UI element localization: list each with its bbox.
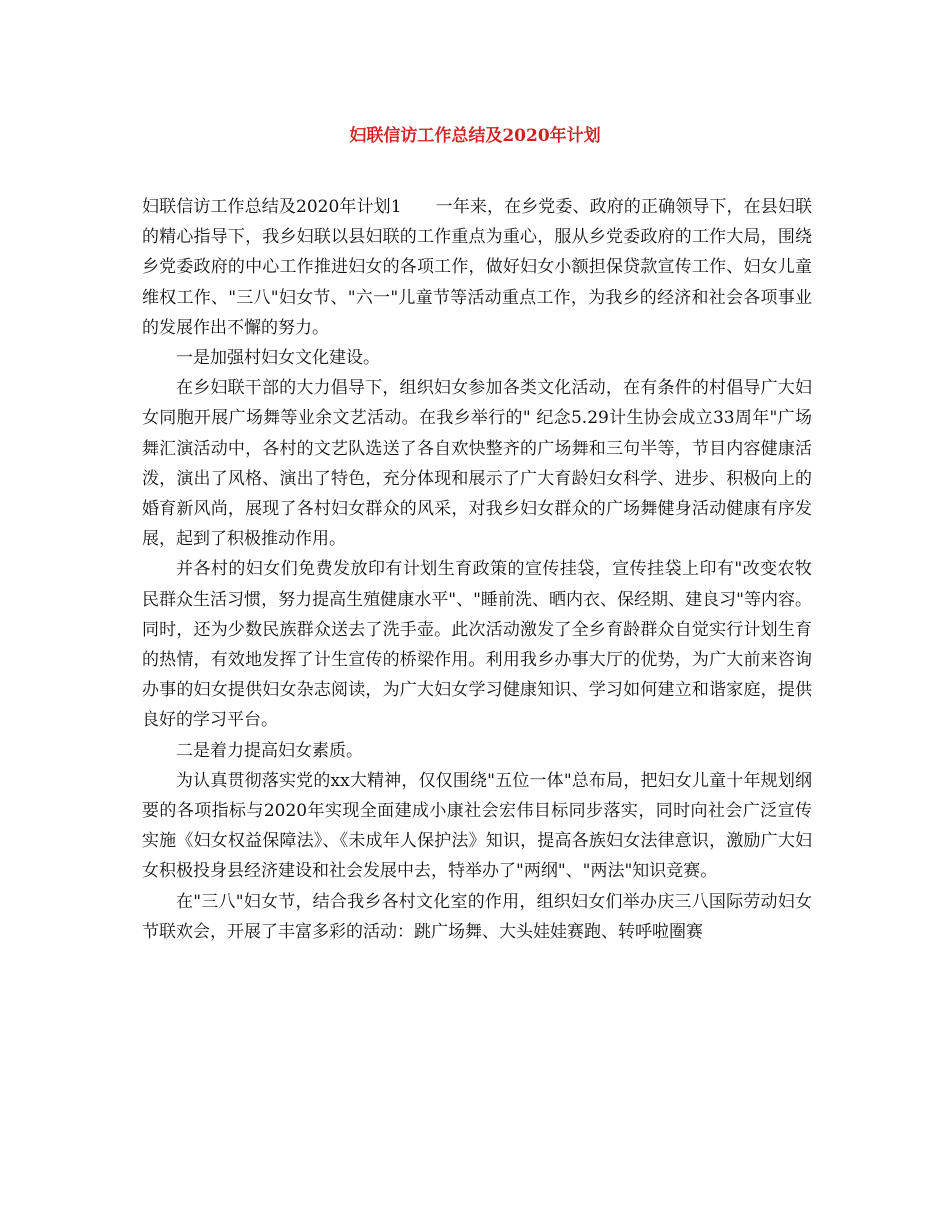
lead-section-title: 妇联信访工作总结及2020年计划1: [142, 197, 402, 217]
lead-paragraph-text: 一年来，在乡党委、政府的正确领导下，在县妇联的精心指导下，我乡妇联以县妇联的工作重点为重心，服从乡党委政府的工作大局，围绕乡党委政府的中心工作推进妇女的各项工作，做好妇女小额担保贷款宣传工作、妇女儿童维权工作、"三八"妇女节、"六一"儿童节等活动重点工作，为我乡的经济和社会各项事业的发展作出不懈的努力。: [142, 197, 812, 338]
document-body: [142, 192, 812, 947]
section-heading-culture: 一是加强村妇女文化建设。: [176, 348, 380, 369]
paragraph-publicity-bags: 并各村的妇女们免费发放印有计划生育政策的宣传挂袋，宣传挂袋上印有"改变农牧民群众生活习惯，努力提高生殖健康水平"、"睡前洗、晒内衣、保经期、建良习"等内容。同时，还为少数民族群众送去了洗手壶。此次活动激发了全乡育龄群众自觉实行计划生育的热情，有效地发挥了计生宣传的桥梁作用。利用我乡办事大厅的优势，为广大前来咨询办事的妇女提供妇女杂志阅读，为广大妇女学习健康知识、学习如何建立和谐家庭，提供良好的学习平台。: [142, 559, 812, 731]
paragraph-culture-activities: 在乡妇联干部的大力倡导下，组织妇女参加各类文化活动，在有条件的村倡导广大妇女同胞开展广场舞等业余文艺活动。在我乡举行的" 纪念5.29计生协会成立33周年"广场舞汇演活动中，各村的文艺队选送了各自欢快整齐的广场舞和三句半等，节目内容健康活泼，演出了风格、演出了特色，充分体现和展示了广大育龄妇女科学、进步、积极向上的婚育新风尚，展现了各村妇女群众的风采，对我乡妇女群众的广场舞健身活动健康有序发展，起到了积极推动作用。: [142, 378, 812, 550]
paragraph-law-knowledge: 为认真贯彻落实党的xx大精神，仅仅围绕"五位一体"总布局，把妇女儿童十年规划纲要的各项指标与2020年实现全面建成小康社会宏伟目标同步落实，同时向社会广泛宣传实施《妇女权益保障法》、《未成年人保护法》知识，提高各族妇女法律意识，激励广大妇女积极投身县经济建设和社会发展中去，特举办了"两纲"、"两法"知识竞赛。: [142, 770, 812, 882]
paragraph-womens-day: 在"三八"妇女节，结合我乡各村文化室的作用，组织妇女们举办庆三八国际劳动妇女节联欢会，开展了丰富多彩的活动：跳广场舞、大头娃娃赛跑、转呼啦圈赛: [142, 891, 812, 942]
lead-paragraph: [142, 192, 812, 343]
section-heading-quality: 二是着力提高妇女素质。: [176, 740, 363, 761]
document-title: 妇联信访工作总结及2020年计划: [349, 126, 601, 146]
